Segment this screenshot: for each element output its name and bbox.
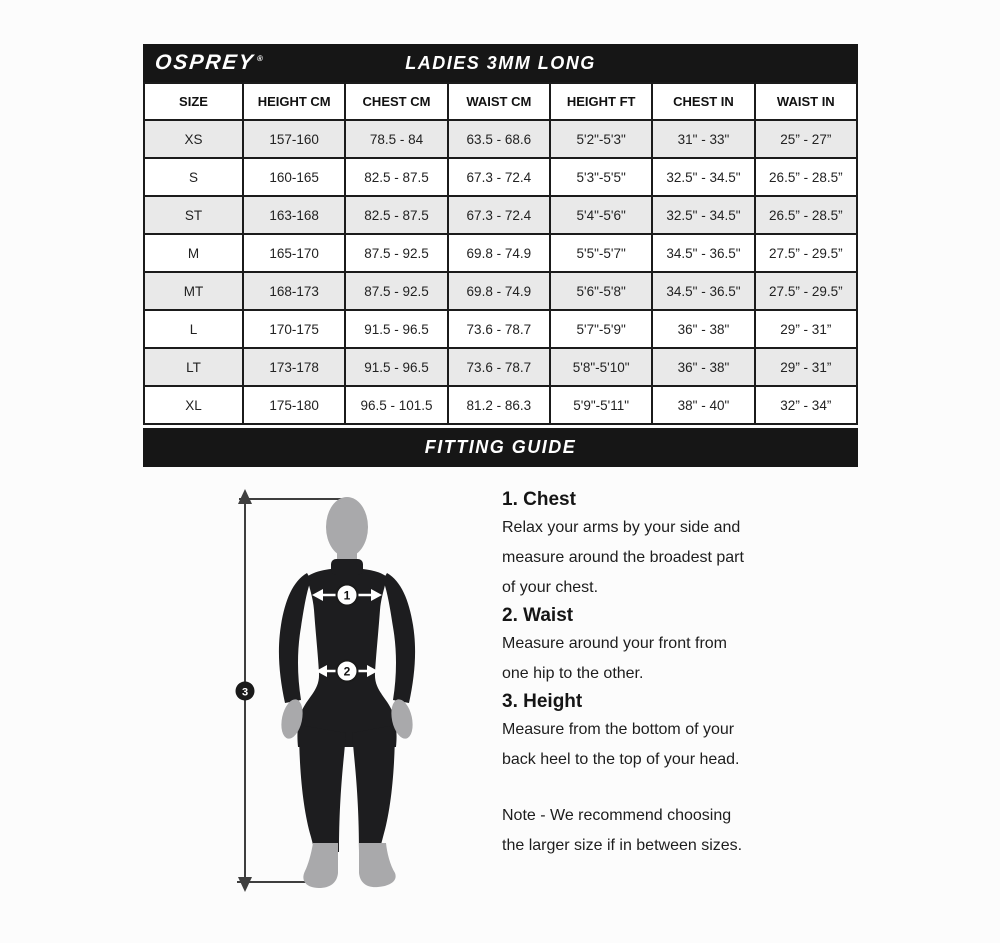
- table-cell: 32.5" - 34.5": [652, 196, 754, 234]
- table-row: [144, 120, 857, 158]
- table-cell: 38" - 40": [652, 386, 754, 424]
- table-row: [144, 310, 857, 348]
- section-line: one hip to the other.: [502, 665, 644, 682]
- table-cell: 31" - 33": [652, 120, 754, 158]
- figure-head: [326, 497, 368, 557]
- table-cell: 5'2"-5'3": [550, 120, 652, 158]
- up-arrow-icon: [238, 489, 252, 504]
- table-cell: L: [144, 310, 243, 348]
- section-line: back heel to the top of your head.: [502, 751, 740, 768]
- wetsuit-figure: [215, 485, 485, 915]
- table-cell: 87.5 - 92.5: [345, 234, 447, 272]
- note-line: the larger size if in between sizes.: [502, 837, 743, 854]
- section-heading-waist: 2. Waist: [502, 605, 574, 626]
- table-cell: 36" - 38": [652, 310, 754, 348]
- table-row: [144, 196, 857, 234]
- table-cell: 5'9"-5'11": [550, 386, 652, 424]
- size-table-body: [144, 120, 857, 424]
- table-cell: 78.5 - 84: [345, 120, 447, 158]
- table-cell: 32.5" - 34.5": [652, 158, 754, 196]
- table-cell: 163-168: [243, 196, 345, 234]
- table-cell: XL: [144, 386, 243, 424]
- size-chart-content: [143, 0, 858, 915]
- table-cell: 165-170: [243, 234, 345, 272]
- table-cell: 67.3 - 72.4: [448, 158, 550, 196]
- table-cell: 82.5 - 87.5: [345, 158, 447, 196]
- table-cell: 34.5" - 36.5": [652, 234, 754, 272]
- table-header-row: [144, 83, 857, 120]
- column-header-waist-in: WAIST IN: [755, 83, 857, 120]
- table-cell: 29” - 31”: [755, 310, 857, 348]
- table-title: LADIES 3MM LONG: [405, 52, 596, 73]
- table-cell: S: [144, 158, 243, 196]
- figure-left-leg: [299, 725, 346, 852]
- column-header-size: SIZE: [144, 83, 243, 120]
- table-cell: 87.5 - 92.5: [345, 272, 447, 310]
- table-cell: 5'8"-5'10": [550, 348, 652, 386]
- table-cell: 26.5” - 28.5”: [755, 196, 857, 234]
- table-cell: 67.3 - 72.4: [448, 196, 550, 234]
- section-line: of your chest.: [502, 579, 599, 596]
- table-cell: 168-173: [243, 272, 345, 310]
- table-cell: 26.5” - 28.5”: [755, 158, 857, 196]
- table-cell: 96.5 - 101.5: [345, 386, 447, 424]
- table-cell: 5'3"-5'5": [550, 158, 652, 196]
- column-header-chest-cm: CHEST CM: [345, 83, 447, 120]
- osprey-logo: [153, 44, 266, 82]
- figure-right-foot: [359, 843, 396, 887]
- section-line: Relax your arms by your side and: [502, 519, 741, 536]
- table-cell: 27.5” - 29.5”: [755, 272, 857, 310]
- column-header-chest-in: CHEST IN: [652, 83, 754, 120]
- waist-marker-number: 2: [343, 664, 351, 679]
- height-marker-number: 3: [241, 686, 249, 699]
- table-cell: 5'4"-5'6": [550, 196, 652, 234]
- table-cell: 82.5 - 87.5: [345, 196, 447, 234]
- table-cell: 5'7"-5'9": [550, 310, 652, 348]
- table-cell: 91.5 - 96.5: [345, 310, 447, 348]
- fitting-guide-bar: [143, 428, 858, 467]
- table-cell: ST: [144, 196, 243, 234]
- section-line: Measure around your front from: [502, 635, 727, 652]
- table-row: [144, 158, 857, 196]
- brand-text: OSPREY: [153, 51, 256, 74]
- table-cell: 160-165: [243, 158, 345, 196]
- measurement-diagram: [215, 485, 485, 915]
- chest-marker-number: 1: [343, 588, 351, 603]
- table-cell: 91.5 - 96.5: [345, 348, 447, 386]
- fitting-guide-section: [143, 485, 858, 915]
- table-cell: 25” - 27”: [755, 120, 857, 158]
- column-header-waist-cm: WAIST CM: [448, 83, 550, 120]
- section-heading-height: 3. Height: [502, 691, 583, 712]
- table-title-bar: [143, 44, 858, 82]
- table-cell: 5'6"-5'8": [550, 272, 652, 310]
- table-cell: 5'5"-5'7": [550, 234, 652, 272]
- figure-left-arm: [279, 573, 311, 703]
- table-cell: 29” - 31”: [755, 348, 857, 386]
- table-row: [144, 348, 857, 386]
- table-cell: 36" - 38": [652, 348, 754, 386]
- section-heading-chest: 1. Chest: [502, 489, 576, 510]
- table-cell: M: [144, 234, 243, 272]
- note-line: Note - We recommend choosing: [502, 807, 732, 824]
- table-cell: 73.6 - 78.7: [448, 310, 550, 348]
- table-cell: 73.6 - 78.7: [448, 348, 550, 386]
- size-table: [143, 82, 858, 425]
- table-cell: 63.5 - 68.6: [448, 120, 550, 158]
- table-cell: 175-180: [243, 386, 345, 424]
- down-arrow-icon: [238, 877, 252, 892]
- table-cell: XS: [144, 120, 243, 158]
- table-row: [144, 272, 857, 310]
- figure-right-leg: [352, 725, 395, 852]
- column-header-height-ft: HEIGHT FT: [550, 83, 652, 120]
- table-cell: 34.5" - 36.5": [652, 272, 754, 310]
- table-row: [144, 386, 857, 424]
- table-cell: 69.8 - 74.9: [448, 234, 550, 272]
- fitting-guide-title: FITTING GUIDE: [424, 437, 577, 457]
- table-cell: 170-175: [243, 310, 345, 348]
- table-cell: LT: [144, 348, 243, 386]
- table-cell: MT: [144, 272, 243, 310]
- table-cell: 32” - 34”: [755, 386, 857, 424]
- table-row: [144, 234, 857, 272]
- registered-mark: ®: [256, 53, 266, 63]
- column-header-height-cm: HEIGHT CM: [243, 83, 345, 120]
- section-line: measure around the broadest part: [502, 549, 744, 566]
- figure-collar: [331, 559, 363, 575]
- section-line: Measure from the bottom of your: [502, 721, 735, 738]
- table-cell: 81.2 - 86.3: [448, 386, 550, 424]
- figure-right-arm: [383, 573, 415, 703]
- figure-left-foot: [303, 843, 338, 888]
- table-cell: 69.8 - 74.9: [448, 272, 550, 310]
- table-cell: 157-160: [243, 120, 345, 158]
- table-cell: 27.5” - 29.5”: [755, 234, 857, 272]
- fitting-guide-text: [502, 485, 858, 915]
- table-cell: 173-178: [243, 348, 345, 386]
- note-block: [502, 801, 858, 861]
